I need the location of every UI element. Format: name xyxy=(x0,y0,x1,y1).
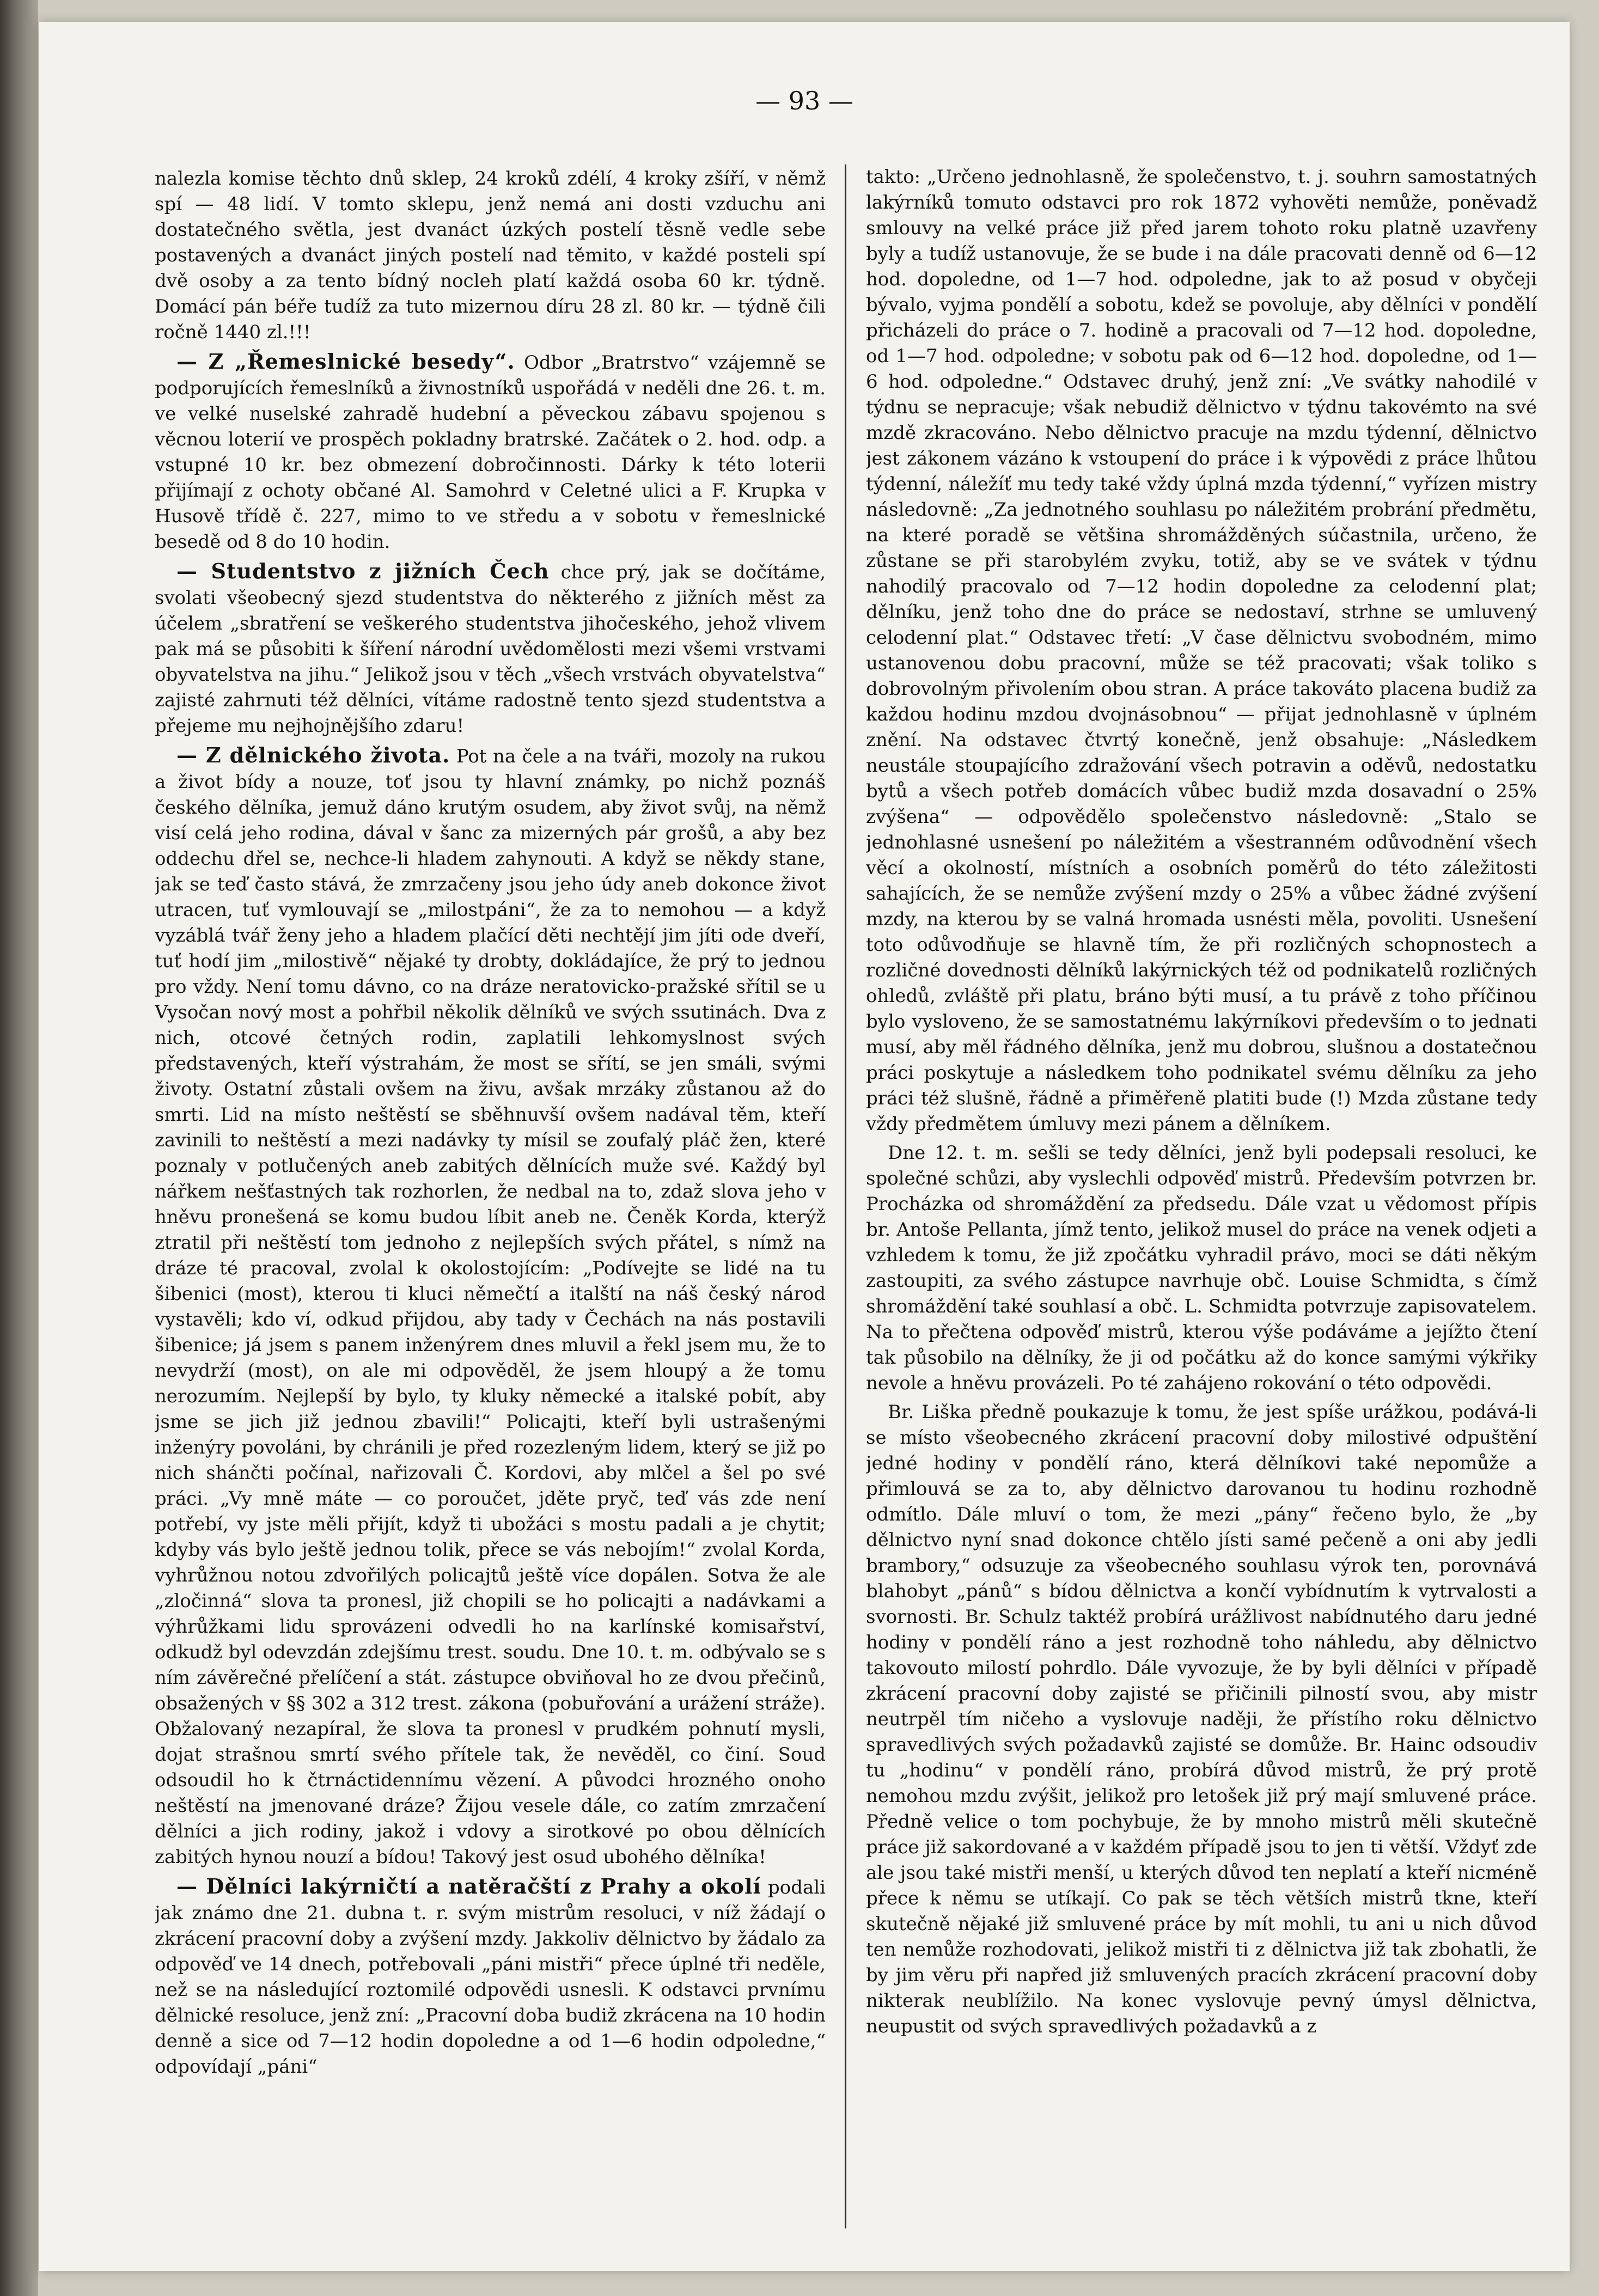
article-heading: — Z „Řemeslnické besedy“. xyxy=(176,349,515,374)
article-paragraph: takto: „Určeno jednohlasně, že společenstvo, t. j. souhrn samostatných lakýrníků tomuto odstavci pro rok 1872 vyhověti nemůže, poněvadž smlouvy na velké práce již před jarem tohoto roku platně uzavřeny byly a tudíž ustanovuje, že se bude i na dále pracovati denně od 6—12 hod. dopoledne, od 1—7 hod. odpoledne, jak to až posud v obyčeji bývalo, vyjma pondělí a sobotu, kdež se povoluje, aby dělníci v pondělí přicházeli do práce o 7. hodině a pracovali od 7—12 hod. dopoledne, od 1—7 hod. odpoledne; v sobotu pak od 6—12 hod. dopoledne, od 1—6 hod. odpoledne.“ Odstavec druhý, jenž zní: „Ve svátky nahodilé v týdnu se nepracuje; však nebudiž dělnictvo v týdnu takovémto na své mzdě zkracováno. Nebo dělnictvo pracuje na mzdu týdenní, dělnictvo jest zákonem vázáno k vstoupení do práce i k výpovědi z práce lhůtou týdenní, náležíť mu tedy také vždy úplná mzda týdenní,“ vyřízen mistry následovně: „Za jednotného souhlasu po náležitém probrání předmětu, na které poradě se většina shromážděných súčastnila, určeno, že zůstane se při starobylém zvyku, totiž, aby se ve svátek v týdnu nahodilý pracovalo od 7—12 hodin dopoledne za celodenní plat; dělníku, jenž toho dne do práce se nedostaví, strhne se umluvený celodenní plat.“ Odstavec třetí: „V čase dělnictvu svobodném, mimo ustanovenou dobu pracovní, může se též pracovati; však toliko s dobrovolným přivolením obou stran. A práce takováto placena budiž za každou hodinu mzdou dvojnásobnou“ — přijat jednohlasně v úplném znění. Na odstavec čtvrtý konečně, jenž obsahuje: „Následkem neustále stoupajícího zdražování všech potravin a oděvů, nedostatku bytů a všech potřeb domácích vůbec budiž mzda dosavadní o 25% zvýšena“ — odpovědělo společenstvo následovně: „Stalo se jednohlasné usnešení po náležitém a všestranném odůvodnění všech věcí a okolností, místních a osobních poměrů do této záležitosti sahajících, že se nemůže zvýšení mzdy o 25% a vůbec žádné zvýšení mzdy, na kterou by se valná hromada usnésti měla, povoliti. Usnešení toto odůvodňuje se hlavně tím, že při rozličných schopnostech a rozličné dovednosti dělníků lakýrnických též od podnikatelů rozličných ohledů, zvláště při platu, bráno býti musí, a tu právě z toho příčinou bylo vysloveno, že se samostatnému lakýrníkovi především o to jednati musí, aby měl řádného dělníka, jenž mu dobrou, slušnou a dostatečnou práci poskytuje a následkem toho podnikatel svému dělníku za jeho práci též slušně, řádně a přiměřeně platiti bude (!) Mzda zůstane tedy vždy předmětem úmluvy mezi pánem a dělníkem. xyxy=(866,166,1537,1135)
article-paragraph: — Dělníci lakýrničtí a natěračští z Prahy a okolí podali jak známo dne 21. dubna t. r. svým mistrům resoluci, v níž žádají o zkrácení pracovní doby a zvýšení mzdy. Jakkoliv dělnictvo by žádalo za odpověď ve 14 dnech, potřebovali „páni mistři“ přece úplné tři neděle, než se na následující roztomilé odpovědi usnesli. K odstavci prvnímu dělnické resoluce, jenž zní: „Pracovní doba budiž zkrácena na 10 hodin denně a sice od 7—12 hodin dopoledne a od 1—6 hodin odpoledne,“ odpovídají „páni“ xyxy=(155,1874,826,2078)
page-number: — 93 — xyxy=(755,86,853,115)
right-column xyxy=(866,164,1537,2228)
newspaper-page xyxy=(39,22,1570,2271)
book-binding-edge xyxy=(0,0,38,2296)
article-paragraph: — Studentstvo z jižních Čech chce prý, jak se dočítáme, svolati všeobecný sjezd studentstva do některého z jižních měst za účelem „sbratření se veškerého studentstva jihočeského, jehož vlivem pak má se působiti k šíření národní uvědomělosti mezi všemi vrstvami obyvatelstva na jihu.“ Jelikož jsou v těch „všech vrstvách obyvatelstva“ zajisté zahrnuti též dělníci, vítáme radostně tento sjezd studentstva a přejeme mu nejhojnějšího zdaru! xyxy=(155,559,826,737)
article-paragraph: nalezla komise těchto dnů sklep, 24 kroků zdélí, 4 kroky zšíří, v němž spí — 48 lidí. V tomto sklepu, jenž nemá ani dosti vzduchu ani dostatečného světla, jest dvanáct úzkých postelí těsně vedle sebe postavených a dvanáct jiných postelí nad těmito, v každé posteli spí dvě osoby a za tento bídný nocleh platí každá osoba 60 kr. týdně. Domácí pán béře tudíž za tuto mizernou díru 28 zl. 80 kr. — týdně čili ročně 1440 zl.!!! xyxy=(155,168,826,343)
column-divider xyxy=(845,164,846,2228)
left-column xyxy=(155,164,826,2228)
article-heading: — Studentstvo z jižních Čech xyxy=(176,559,550,583)
article-paragraph: Dne 12. t. m. sešli se tedy dělníci, jenž byli podepsali resoluci, ke společné schůzi, aby vyslechli odpověď mistrů. Především potvrzen br. Procházka od shromáždění za předsedu. Dále vzat u vědomost přípis br. Antoše Pellanta, jímž tento, jelikož musel do práce na venek odjeti a vzhledem k tomu, že již zpočátku vyhradil právo, moci se dáti někým zastoupiti, za svého zástupce navrhuje obč. Louise Schmidta, s čímž shromáždění také souhlasí a obč. L. Schmidta potvrzuje zapisovatelem. Na to přečtena odpověď mistrů, kterou výše podáváme a jejížto čtení tak působilo na dělníky, že ji od počátku až do konce samými výkřiky nevole a hněvu provázeli. Po té zahájeno rokování o této odpovědi. xyxy=(866,1142,1537,1394)
article-paragraph: Br. Liška předně poukazuje k tomu, že jest spíše urážkou, podává-li se místo všeobecného zkrácení pracovní doby milostivé odpuštění jedné hodiny v pondělí ráno, která dělníkovi také nepomůže a přimlouvá se za to, aby dělnictvo darovanou tu hodinu rozhodně odmítlo. Dále mluví o tom, že mezi „pány“ řečeno bylo, že „by dělnictvo nyní snad dokonce chtělo jísti samé pečeně a oni aby jedli brambory,“ odsuzuje za všeobecného souhlasu výrok ten, porovnává blahobyt „pánů“ s bídou dělnictva a končí vybídnutím k vytrvalosti a svornosti. Br. Schulz taktéž probírá urážlivost nabídnutého daru jedné hodiny v pondělí ráno a jest rozhodně toho náhledu, aby dělnictvo takovouto milostí pohrdlo. Dále vyvozuje, že by byli dělníci v případě zkrácení pracovní doby zajisté se přičinili pilností svou, aby mistr neutrpěl tím ničeho a vyslovuje naději, že přístího roku dělnictvo spravedlivých svých požadavků zajisté se domůže. Br. Hainc odsoudiv tu „hodinu“ v pondělí ráno, probírá důvod mistrů, že prý protě nemohou mzdu zvýšit, jelikož pro letošek již prý mají smluvené práce. Předně velice o tom pochybuje, že by mnoho mistrů měli skutečně práce již sakordované a v každém případě jsou to jen ti větší. Vždyť zde ale jsou také mistři menší, u kterých důvod ten neplatí a kteří nicméně přece k němu se utíkají. Co pak se těch větších mistrů tkne, kteří skutečně nějaké již smluvené práce by mít mohli, tu ani u nich důvod ten nemůže rozhodovati, jelikož mistři ti z dělnictva již tak zbohatli, že by jim věru při napřed již smluvených pracích zkrácení pracovní doby nikterak neublížilo. Na konec vyslovuje pevný úmysl dělnictva, neupustit od svých spravedlivých požadavků a z xyxy=(866,1401,1537,2037)
article-paragraph: — Z dělnického života. Pot na čele a na tváři, mozoly na rukou a život bídy a nouze, toť jsou ty hlavní známky, po nichž poznáš českého dělníka, jemuž dáno krutým osudem, aby život svůj, na němž visí celá jeho rodina, dával v šanc za mizerných pár grošů, a aby bez oddechu dřel se, nechce-li hladem zahynouti. A když se někdy stane, jak se teď často stává, že zmrzačeny jsou jeho údy aneb dokonce život utracen, tuť vymlouvají se „milostpáni“, že za to nemohou — a když vyzáblá tvář ženy jeho a hladem plačící děti nechtějí jim jíti ode dveří, tuť hodí jim „milostivě“ nějaké ty drobty, dokládajíce, že prý to jednou pro vždy. Není tomu dávno, co na dráze neratovicko-pražské sřítil se u Vysočan nový most a pohřbil několik dělníků ve svých ssutinách. Dva z nich, otcové četných rodin, zaplatili lehkomyslnost svých představených, kteří výstrahám, že most se sřítí, se jen smáli, svými životy. Ostatní zůstali ovšem na živu, avšak mrzáky zůstanou až do smrti. Lid na místo neštěstí se sběhnuvší ovšem nadával těm, kteří zavinili to neštěstí a mezi nadávky ty mísil se zoufalý pláč žen, které poznaly v potlučených aneb zabitých dělnících muže své. Každý byl nářkem nešťastných tak rozhorlen, že nedbal na to, zdaž slova jeho v hněvu pronešená se komu budou líbit aneb ne. Čeněk Korda, kterýž ztratil při neštěstí tom jednoho z nejlepších svých přátel, s nímž na dráze té pracoval, zvolal k okolostojícím: „Podívejte se lidé na tu šibenici (most), kterou ti kluci němečtí a italští na náš český národ vystavěli; kdo ví, odkud přijdou, aby tady v Čechách na nás postavili šibenice; já jsem s panem inženýrem dnes mluvil a řekl jsem mu, že to nevydrží (most), on ale mi odpověděl, že jsem hloupý a že tomu nerozumím. Nejlepší by bylo, ty kluky německé a italské pobít, aby jsme se jich již jednou zbavili!“ Policajti, kteří byli ustrašenými inženýry povoláni, by chránili je před rozezleným lidem, který se již po nich shánčti počínal, nařizovali Č. Kordovi, aby mlčel a šel po své práci. „Vy mně máte — co poroučet, jděte pryč, teď vás zde není potřebí, vy jste měli přijít, když ti ubožáci s mostu padali a je chytit; kdyby vás bylo ještě jednou tolik, přece se vás nebojím!“ zvolal Korda, vyhrůžnou notou zdvořilých policajtů ještě více dopálen. Sotva že ale „zločinná“ slova ta pronesl, již chopili se ho policajti a nadávkami a výhrůžkami lidu sprovázeni odvedli ho na karlínské komisařství, odkudž byl odevzdán zdejšímu trest. soudu. Dne 10. t. m. odbývalo se s ním závěrečné přelíčení a stát. zástupce obviňoval ho ze dvou přečinů, obsažených v §§ 302 a 312 trest. zákona (pobuřování a urážení stráže). Obžalovaný nezapíral, že slova ta pronesl v prudkém pohnutí mysli, dojat strašnou smrtí svého přítele tak, že nevěděl, co činí. Soud odsoudil ho k čtrnáctidennímu vězení. A původci hrozného onoho neštěstí na jmenované dráze? Žijou vesele dále, co zatím zmrzačení dělníci a jich rodiny, jakož i vdovy a sirotkové po obou dělnících zabitých hynou nouzí a bídou! Takový jest osud ubohého dělníka! xyxy=(155,743,826,1868)
article-heading: — Z dělnického života. xyxy=(176,743,450,767)
text-columns xyxy=(155,164,1548,2228)
article-heading: — Dělníci lakýrničtí a natěračští z Prahy a okolí xyxy=(176,1874,761,1898)
article-paragraph: — Z „Řemeslnické besedy“. Odbor „Bratrstvo“ vzájemně se podporujících řemeslníků a živnostníků uspořádá v neděli dne 26. t. m. ve velké nuselské zahradě hudební a pěveckou zábavu spojenou s věcnou loterií ve prospěch pokladny bratrské. Začátek o 2. hod. odp. a vstupné 10 kr. bez obmezení dobročinnosti. Dárky k této loterii přijímají z ochoty občané Al. Samohrd v Celetné ulici a F. Krupka v Husově třídě č. 227, mimo to ve středu a v sobotu v řemeslnické besedě od 8 do 10 hodin. xyxy=(155,349,826,553)
